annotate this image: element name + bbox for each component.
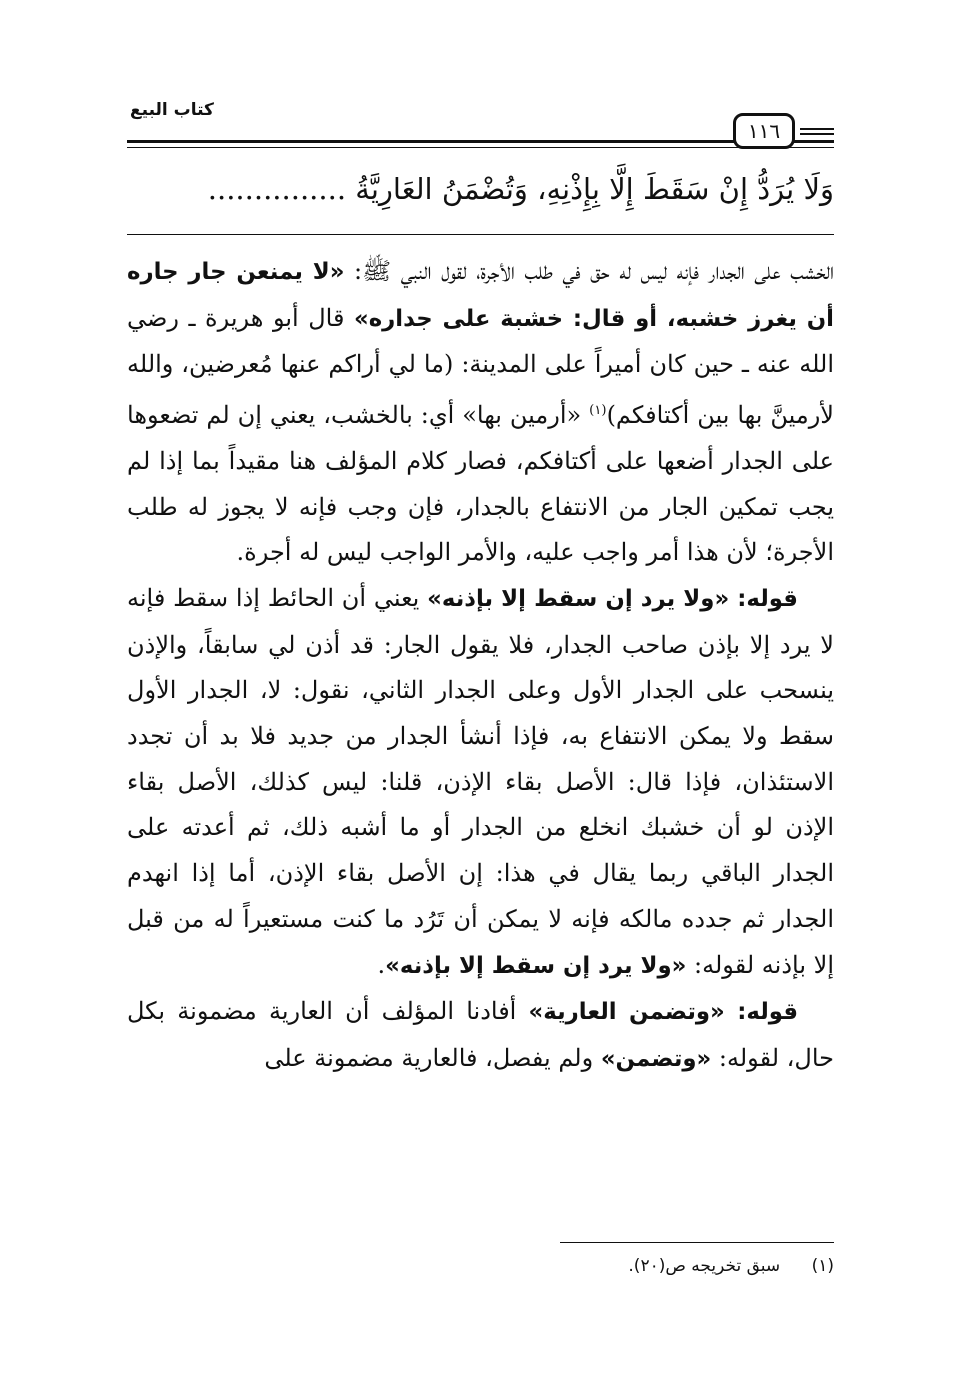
quoted-text: «وتضمن» [600,1045,712,1072]
footnote-number: (١) [811,1256,834,1276]
footnote-text: سبق تخريجه ص(٢٠). [628,1256,781,1276]
header-rule-thin [127,147,834,148]
paragraph [127,576,834,989]
text-run: قال أبو هريرة ـ رضي الله عنه ـ حين كان أميراً على المدينة: (ما لي أراكم عنها مُعرضين، والله لأرمينَّ بها بين أكتافكم) [127,303,835,430]
footnote-reference: (١) [589,403,607,419]
text-run: ولم يفصل، فالعارية مضمونة على [264,1043,601,1072]
text-run: يعني أن الحائط إذا سقط فإنه لا يرد إلا بإذن صاحب الجدار، فلا يقول الجار: قد أذن لي سابقاً، والإذن ينسحب على الجدار الأول وعلى الجدار الثاني، نقول: لا، الجدار الأول سقط ولا يمكن الانتفاع به، فإذا أنشأ الجدار من جديد فلا بد أن تجدد الاستئذان، فإذا قال: الأصل بقاء الإذن، قلنا: ليس كذلك، الأصل بقاء الإذن لو أن خشبك انخلع من الجدار أو ما أشبه ذلك، ثم أعدته على الجدار الباقي ربما يقال في هذا: إن الأصل بقاء الإذن، أما إذا انهدم الجدار ثم جدده مالكه فإنه لا يمكن أن تَرُد ما كنت مستعيراً له من قبل إلا بإذنه لقوله: [127,583,834,979]
text-run: . [377,950,386,979]
paragraph [127,249,834,576]
text-run: أفادنا المؤلف أن العارية مضمونة بكل حال، لقوله: [127,997,834,1072]
header-rule-ornament [800,128,834,130]
footnote [480,1256,834,1276]
running-title: كتاب البيع [130,100,214,120]
quoted-text: قوله: [729,585,798,612]
quoted-text: «لا يمنعن جار جاره أن يغرز خشبه، أو قال: خشبة على جداره» [127,259,834,332]
quoted-text: «وتضمن العارية» [528,999,725,1026]
footnote-separator [560,1242,834,1243]
header-rule-ornament [800,133,834,135]
text-run: «أرمين بها» أي: بالخشب، يعني إن لم تضعوها على الجدار أضعها على أكتافكم، فصار كلام المؤلف هنا مقيداً بما إذا لم يجب تمكين الجار من الانتفاع بالجدار، فإن وجب فإنه لا يجوز له طلب الأجرة؛ لأن هذا أمر واجب عليه، والأمر الواجب ليس له أجرة. [127,401,834,567]
commentary-body [127,249,834,1083]
quoted-text: قوله: [724,999,798,1026]
quoted-text: «ولا يرد إن سقط إلا بإذنه» [385,952,687,979]
matn-text: وَلَا يُرَدُّ إِنْ سَقَطَ إِلَّا بِإِذْنِهِ، وَتُضْمَنُ العَارِيَّةُ ............... [207,172,834,206]
text-run: الخشب على الجدار فإنه ليس له حق في طلب الأجرة، لقول النبي ﷺ: [344,257,834,285]
quoted-text: «ولا يرد إن سقط إلا بإذنه» [427,585,730,612]
paragraph [127,989,834,1082]
header-rule-thick [127,140,834,143]
matn-separator [127,234,834,235]
page-number: ١١٦ [733,113,795,149]
